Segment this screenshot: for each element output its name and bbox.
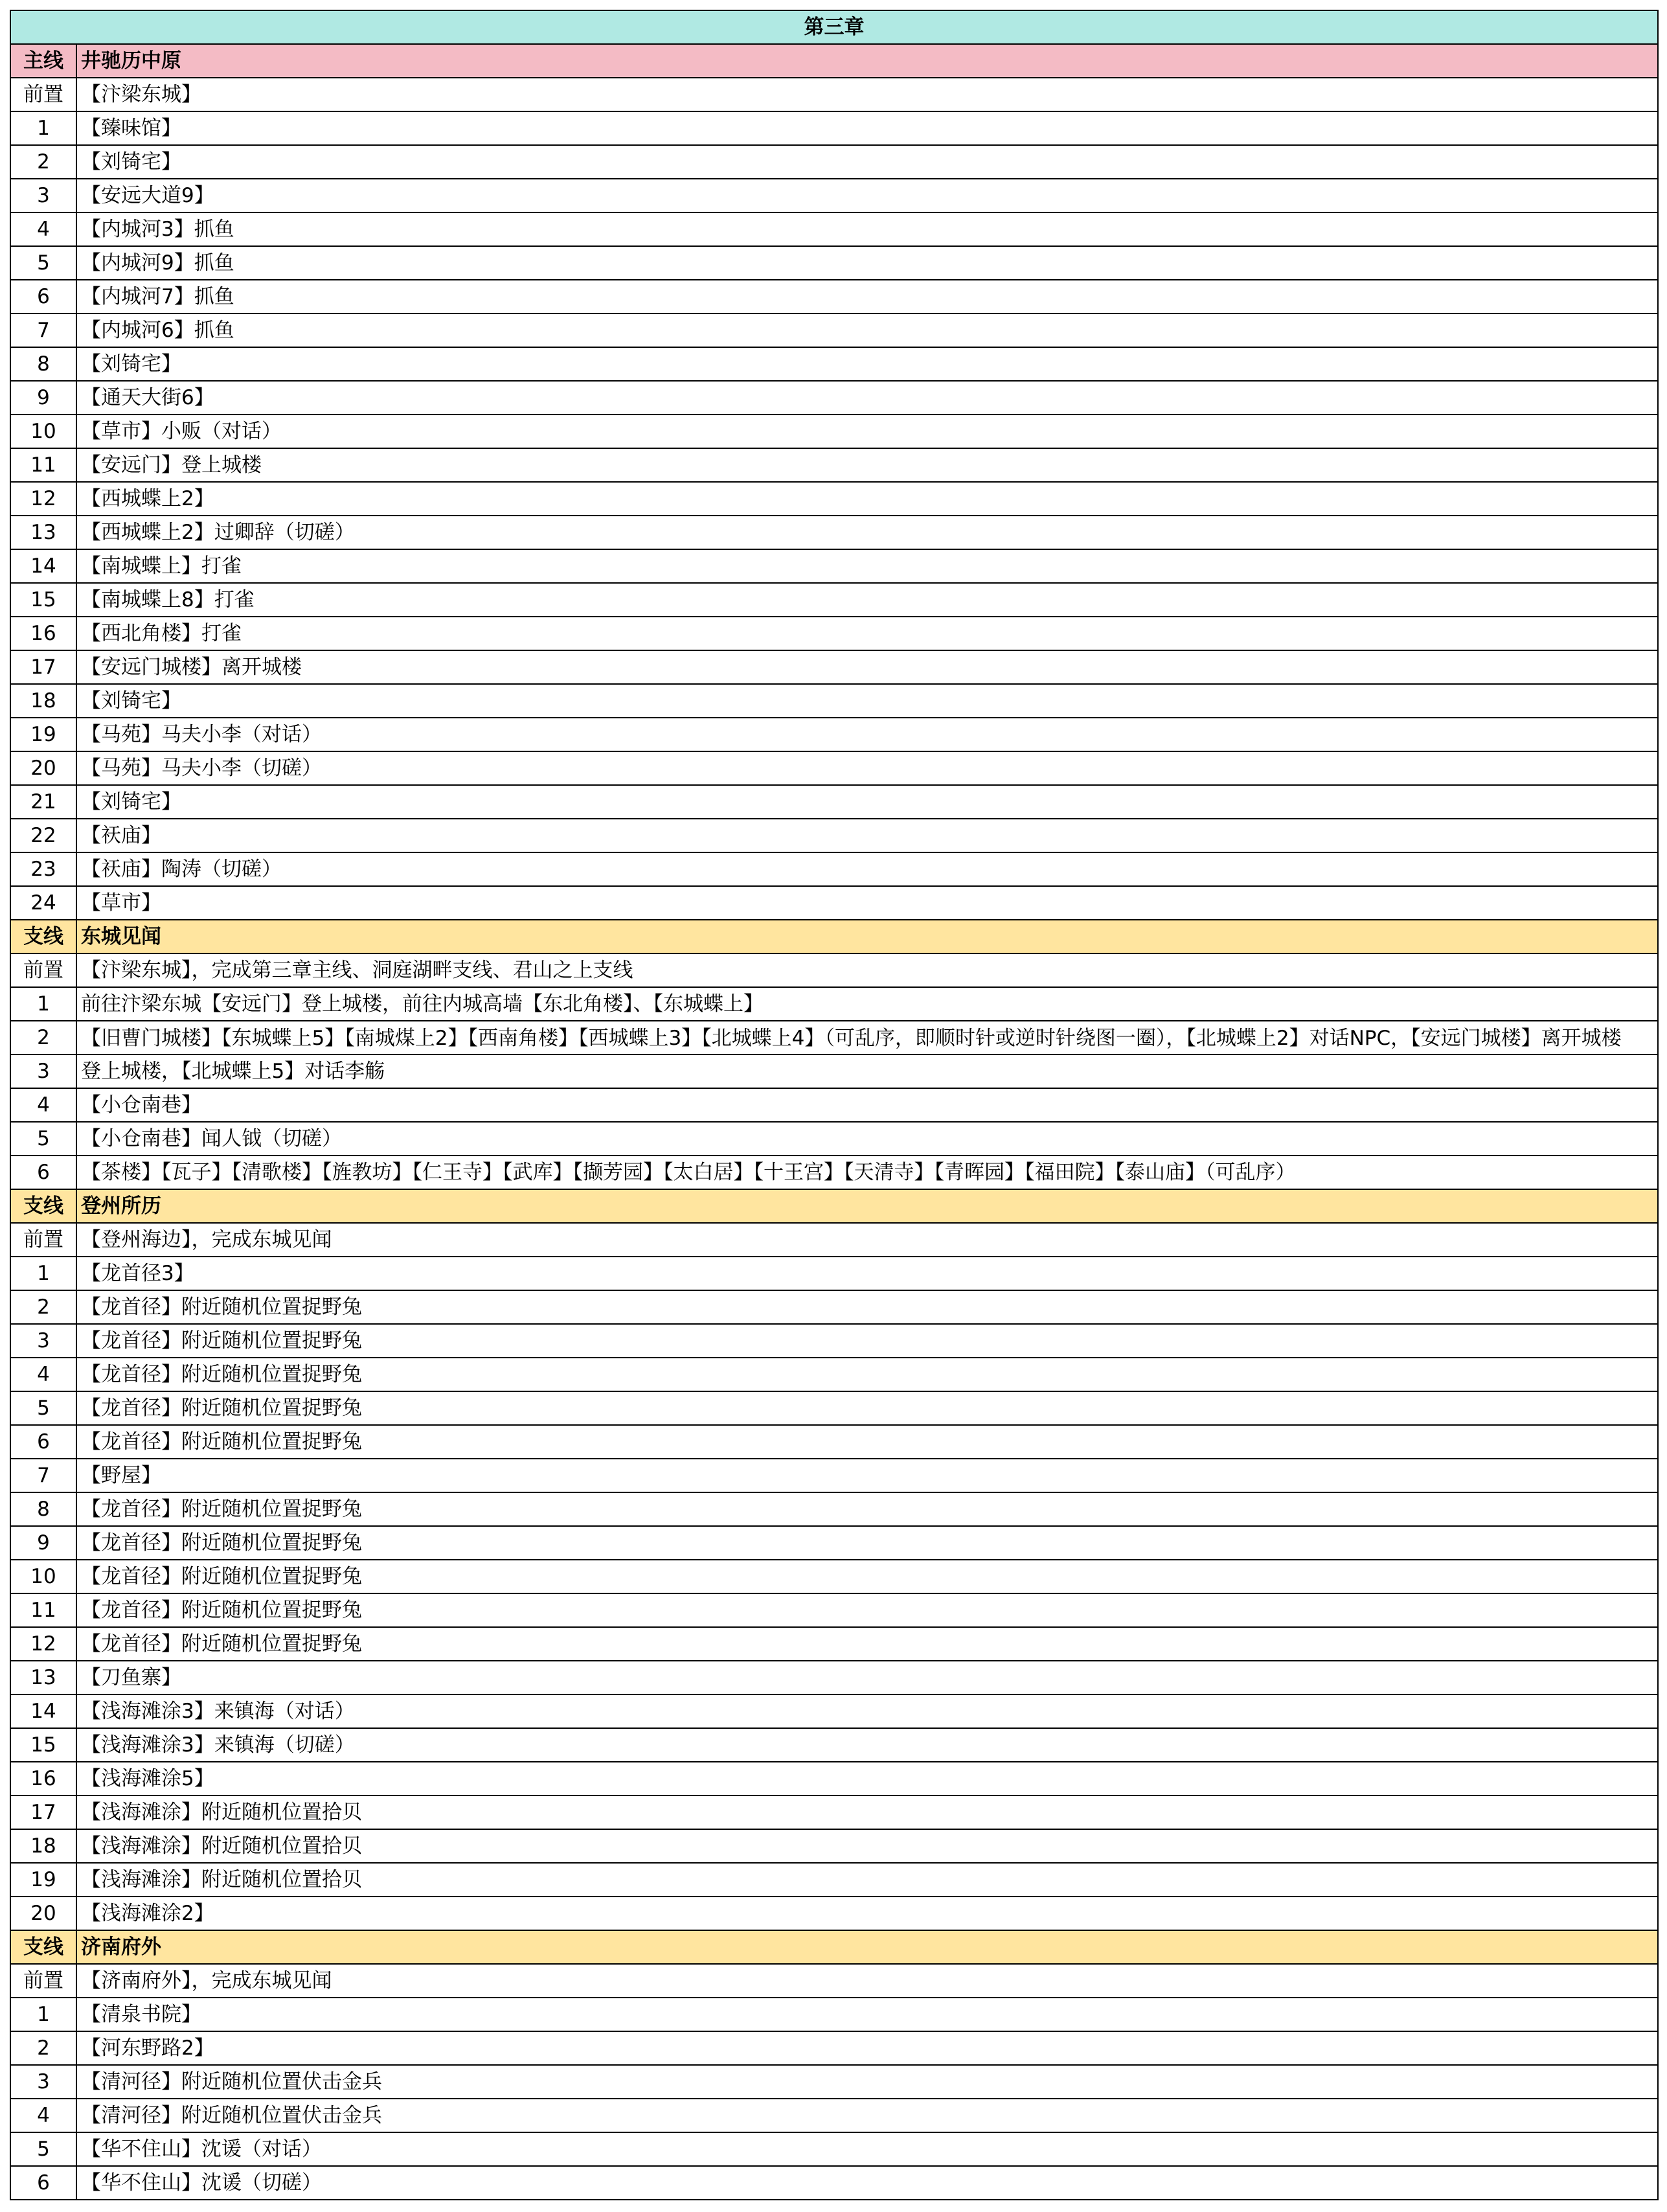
step-number[interactable]: 4 xyxy=(11,1358,77,1391)
step-description[interactable]: 【茶楼】【瓦子】【清歌楼】【旌教坊】【仁王寺】【武库】【撷芳园】【太白居】【十王宫】【天清寺】【青晖园】【福田院】【泰山庙】（可乱序） xyxy=(77,1156,1659,1189)
step-number[interactable]: 12 xyxy=(11,1628,77,1660)
table-row xyxy=(11,550,1659,584)
table-row xyxy=(11,1661,1659,1695)
step-description[interactable]: 【龙首径】附近随机位置捉野兔 xyxy=(77,1426,1659,1458)
step-number[interactable]: 17 xyxy=(11,651,77,683)
table-row xyxy=(11,651,1659,685)
step-number[interactable]: 4 xyxy=(11,2099,77,2132)
section-type[interactable]: 主线 xyxy=(11,45,77,77)
step-description[interactable]: 【南城蝶上8】打雀 xyxy=(77,584,1659,616)
step-description[interactable]: 【刘锜宅】 xyxy=(77,348,1659,380)
table-row xyxy=(11,584,1659,617)
step-number[interactable]: 前置 xyxy=(11,1224,77,1256)
table-row xyxy=(11,1796,1659,1830)
step-description[interactable]: 【龙首径】附近随机位置捉野兔 xyxy=(77,1493,1659,1525)
table-row xyxy=(11,1628,1659,1661)
step-number[interactable]: 13 xyxy=(11,516,77,549)
step-description[interactable]: 【华不住山】沈谖（切磋） xyxy=(77,2167,1659,2199)
step-description[interactable]: 【小仓南巷】 xyxy=(77,1089,1659,1121)
step-number[interactable]: 3 xyxy=(11,2066,77,2098)
step-description[interactable]: 【安远门城楼】离开城楼 xyxy=(77,651,1659,683)
step-description[interactable]: 【马苑】马夫小李（对话） xyxy=(77,718,1659,751)
table-row xyxy=(11,1594,1659,1628)
step-description[interactable]: 【龙首径】附近随机位置捉野兔 xyxy=(77,1628,1659,1660)
table-row xyxy=(11,179,1659,213)
step-description[interactable]: 【内城河6】抓鱼 xyxy=(77,314,1659,347)
step-description[interactable]: 【龙首径】附近随机位置捉野兔 xyxy=(77,1358,1659,1391)
step-number[interactable]: 4 xyxy=(11,1089,77,1121)
table-row xyxy=(11,449,1659,483)
table-row xyxy=(11,819,1659,853)
step-description[interactable]: 【龙首径】附近随机位置捉野兔 xyxy=(77,1325,1659,1357)
step-number[interactable]: 23 xyxy=(11,853,77,885)
step-description[interactable]: 【南城蝶上】打雀 xyxy=(77,550,1659,582)
table-row xyxy=(11,887,1659,920)
table-row xyxy=(11,348,1659,382)
step-description[interactable]: 【刘锜宅】 xyxy=(77,146,1659,178)
table-row xyxy=(11,786,1659,819)
table-row xyxy=(11,1224,1659,1257)
step-description[interactable]: 【清河径】附近随机位置伏击金兵 xyxy=(77,2099,1659,2132)
section-name[interactable]: 东城见闻 xyxy=(77,920,1659,953)
section-type[interactable]: 支线 xyxy=(11,1190,77,1222)
table-row xyxy=(11,1021,1659,1055)
step-number[interactable]: 12 xyxy=(11,483,77,515)
step-description[interactable]: 【内城河9】抓鱼 xyxy=(77,247,1659,279)
section-header xyxy=(11,1931,1659,1965)
step-number[interactable]: 24 xyxy=(11,887,77,919)
step-description[interactable]: 【安远大道9】 xyxy=(77,179,1659,212)
table-row xyxy=(11,1864,1659,1897)
table-row xyxy=(11,1998,1659,2032)
table-row xyxy=(11,1459,1659,1493)
step-description[interactable]: 【旧曹门城楼】【东城蝶上5】【南城煤上2】【西南角楼】【西城蝶上3】【北城蝶上4】（可乱序，即顺时针或逆时针绕图一圈），【北城蝶上2】对话NPC，【安远门城楼】离开城楼 xyxy=(77,1021,1659,1054)
table-row xyxy=(11,2032,1659,2066)
step-number[interactable]: 1 xyxy=(11,988,77,1020)
table-row xyxy=(11,752,1659,786)
table-row xyxy=(11,1560,1659,1594)
section-header xyxy=(11,1190,1659,1224)
table-row xyxy=(11,415,1659,449)
step-number[interactable]: 9 xyxy=(11,382,77,414)
step-description[interactable]: 【济南府外】，完成东城见闻 xyxy=(77,1965,1659,1997)
table-row xyxy=(11,988,1659,1021)
step-description[interactable]: 【内城河3】抓鱼 xyxy=(77,213,1659,245)
step-number[interactable]: 5 xyxy=(11,247,77,279)
step-description[interactable]: 【臻味馆】 xyxy=(77,112,1659,144)
table-row xyxy=(11,78,1659,112)
step-description[interactable]: 【内城河7】抓鱼 xyxy=(77,280,1659,313)
section-name[interactable]: 井驰历中原 xyxy=(77,45,1659,77)
step-number[interactable]: 1 xyxy=(11,112,77,144)
step-description[interactable]: 【安远门】登上城楼 xyxy=(77,449,1659,481)
step-number[interactable]: 22 xyxy=(11,819,77,852)
table-row xyxy=(11,1156,1659,1190)
step-description[interactable]: 【西城蝶上2】 xyxy=(77,483,1659,515)
step-description[interactable]: 【小仓南巷】闻人钺（切磋） xyxy=(77,1123,1659,1155)
step-description[interactable]: 【龙首径】附近随机位置捉野兔 xyxy=(77,1291,1659,1323)
table-row xyxy=(11,483,1659,516)
step-number[interactable]: 17 xyxy=(11,1796,77,1829)
step-number[interactable]: 5 xyxy=(11,2133,77,2165)
table-row xyxy=(11,213,1659,247)
table-row xyxy=(11,954,1659,988)
step-description[interactable]: 【浅海滩涂3】来镇海（对话） xyxy=(77,1695,1659,1727)
table-row xyxy=(11,1358,1659,1392)
step-number[interactable]: 8 xyxy=(11,348,77,380)
step-description[interactable]: 【通天大街6】 xyxy=(77,382,1659,414)
step-number[interactable]: 6 xyxy=(11,1156,77,1189)
table-row xyxy=(11,1830,1659,1864)
step-description[interactable]: 【汴梁东城】 xyxy=(77,78,1659,111)
step-number[interactable]: 15 xyxy=(11,584,77,616)
table-row xyxy=(11,2133,1659,2167)
step-number[interactable]: 4 xyxy=(11,213,77,245)
table-row xyxy=(11,685,1659,718)
table-row xyxy=(11,1291,1659,1325)
table-row xyxy=(11,2167,1659,2200)
step-description[interactable]: 【野屋】 xyxy=(77,1459,1659,1492)
table-row xyxy=(11,1493,1659,1527)
table-row xyxy=(11,1089,1659,1123)
table-row xyxy=(11,247,1659,280)
step-description[interactable]: 【浅海滩涂】附近随机位置拾贝 xyxy=(77,1796,1659,1829)
step-description[interactable]: 【浅海滩涂3】来镇海（切磋） xyxy=(77,1729,1659,1761)
step-number[interactable]: 7 xyxy=(11,1459,77,1492)
step-number[interactable]: 8 xyxy=(11,1493,77,1525)
step-number[interactable]: 10 xyxy=(11,415,77,448)
step-number[interactable]: 2 xyxy=(11,2032,77,2064)
table-row xyxy=(11,718,1659,752)
step-number[interactable]: 2 xyxy=(11,1021,77,1054)
chapter-title[interactable]: 第三章 xyxy=(11,11,1659,43)
step-number[interactable]: 11 xyxy=(11,1594,77,1626)
step-number[interactable]: 1 xyxy=(11,1257,77,1290)
step-description[interactable]: 【草市】小贩（对话） xyxy=(77,415,1659,448)
step-description[interactable]: 前往汴梁东城【安远门】登上城楼，前往内城高墙【东北角楼】、【东城蝶上】 xyxy=(77,988,1659,1020)
table-row xyxy=(11,112,1659,146)
table-row xyxy=(11,1055,1659,1089)
step-description[interactable]: 【马苑】马夫小李（切磋） xyxy=(77,752,1659,784)
table-row xyxy=(11,146,1659,179)
step-number[interactable]: 1 xyxy=(11,1998,77,2031)
step-description[interactable]: 登上城楼，【北城蝶上5】对话李觞 xyxy=(77,1055,1659,1088)
step-description[interactable]: 【祆庙】 xyxy=(77,819,1659,852)
step-number[interactable]: 18 xyxy=(11,685,77,717)
table-row xyxy=(11,516,1659,550)
section-type[interactable]: 支线 xyxy=(11,1931,77,1963)
step-number[interactable]: 6 xyxy=(11,1426,77,1458)
step-description[interactable]: 【刘锜宅】 xyxy=(77,786,1659,818)
step-number[interactable]: 20 xyxy=(11,752,77,784)
step-number[interactable]: 前置 xyxy=(11,1965,77,1997)
step-number[interactable]: 14 xyxy=(11,1695,77,1727)
step-description[interactable]: 【清泉书院】 xyxy=(77,1998,1659,2031)
step-number[interactable]: 16 xyxy=(11,1762,77,1795)
step-number[interactable]: 前置 xyxy=(11,78,77,111)
step-description[interactable]: 【汴梁东城】，完成第三章主线、洞庭湖畔支线、君山之上支线 xyxy=(77,954,1659,986)
step-number[interactable]: 9 xyxy=(11,1527,77,1559)
section-name[interactable]: 登州所历 xyxy=(77,1190,1659,1222)
table-row xyxy=(11,1729,1659,1762)
step-description[interactable]: 【草市】 xyxy=(77,887,1659,919)
table-row xyxy=(11,314,1659,348)
step-description[interactable]: 【西城蝶上2】过卿辞（切磋） xyxy=(77,516,1659,549)
step-description[interactable]: 【龙首径】附近随机位置捉野兔 xyxy=(77,1392,1659,1424)
step-description[interactable]: 【浅海滩涂】附近随机位置拾贝 xyxy=(77,1830,1659,1862)
table-row xyxy=(11,1325,1659,1358)
step-description[interactable]: 【刘锜宅】 xyxy=(77,685,1659,717)
step-description[interactable]: 【龙首径】附近随机位置捉野兔 xyxy=(77,1594,1659,1626)
step-number[interactable]: 5 xyxy=(11,1123,77,1155)
step-description[interactable]: 【刀鱼寨】 xyxy=(77,1661,1659,1694)
step-number[interactable]: 21 xyxy=(11,786,77,818)
table-row xyxy=(11,1392,1659,1426)
step-number[interactable]: 19 xyxy=(11,718,77,751)
table-row xyxy=(11,2099,1659,2133)
table-row xyxy=(11,1527,1659,1560)
step-number[interactable]: 3 xyxy=(11,1055,77,1088)
table-row xyxy=(11,1965,1659,1998)
step-number[interactable]: 15 xyxy=(11,1729,77,1761)
table-row xyxy=(11,280,1659,314)
step-description[interactable]: 【浅海滩涂5】 xyxy=(77,1762,1659,1795)
table-row xyxy=(11,1762,1659,1796)
section-name[interactable]: 济南府外 xyxy=(77,1931,1659,1963)
step-number[interactable]: 10 xyxy=(11,1560,77,1593)
step-number[interactable]: 3 xyxy=(11,1325,77,1357)
chapter-sheet xyxy=(10,10,1659,2200)
step-description[interactable]: 【龙首径3】 xyxy=(77,1257,1659,1290)
step-description[interactable]: 【龙首径】附近随机位置捉野兔 xyxy=(77,1560,1659,1593)
section-type[interactable]: 支线 xyxy=(11,920,77,953)
step-description[interactable]: 【登州海边】，完成东城见闻 xyxy=(77,1224,1659,1256)
step-number[interactable]: 2 xyxy=(11,146,77,178)
step-number[interactable]: 11 xyxy=(11,449,77,481)
step-number[interactable]: 5 xyxy=(11,1392,77,1424)
step-number[interactable]: 16 xyxy=(11,617,77,650)
step-description[interactable]: 【浅海滩涂】附近随机位置拾贝 xyxy=(77,1864,1659,1896)
table-row xyxy=(11,1695,1659,1729)
step-number[interactable]: 6 xyxy=(11,2167,77,2199)
section-header xyxy=(11,45,1659,78)
step-description[interactable]: 【浅海滩涂2】 xyxy=(77,1897,1659,1930)
step-description[interactable]: 【龙首径】附近随机位置捉野兔 xyxy=(77,1527,1659,1559)
table-row xyxy=(11,1257,1659,1291)
step-description[interactable]: 【河东野路2】 xyxy=(77,2032,1659,2064)
step-number[interactable]: 前置 xyxy=(11,954,77,986)
title-row xyxy=(11,11,1659,45)
table-row xyxy=(11,382,1659,415)
table-row xyxy=(11,853,1659,887)
step-description[interactable]: 【西北角楼】打雀 xyxy=(77,617,1659,650)
step-number[interactable]: 20 xyxy=(11,1897,77,1930)
step-number[interactable]: 6 xyxy=(11,280,77,313)
table-row xyxy=(11,2066,1659,2099)
table-row xyxy=(11,617,1659,651)
step-description[interactable]: 【清河径】附近随机位置伏击金兵 xyxy=(77,2066,1659,2098)
step-number[interactable]: 7 xyxy=(11,314,77,347)
table-row xyxy=(11,1426,1659,1459)
table-row xyxy=(11,1897,1659,1931)
section-header xyxy=(11,920,1659,954)
table-row xyxy=(11,1123,1659,1156)
step-description[interactable]: 【华不住山】沈谖（对话） xyxy=(77,2133,1659,2165)
step-description[interactable]: 【祆庙】陶涛（切磋） xyxy=(77,853,1659,885)
step-number[interactable]: 19 xyxy=(11,1864,77,1896)
step-number[interactable]: 18 xyxy=(11,1830,77,1862)
step-number[interactable]: 13 xyxy=(11,1661,77,1694)
step-number[interactable]: 3 xyxy=(11,179,77,212)
step-number[interactable]: 2 xyxy=(11,1291,77,1323)
step-number[interactable]: 14 xyxy=(11,550,77,582)
